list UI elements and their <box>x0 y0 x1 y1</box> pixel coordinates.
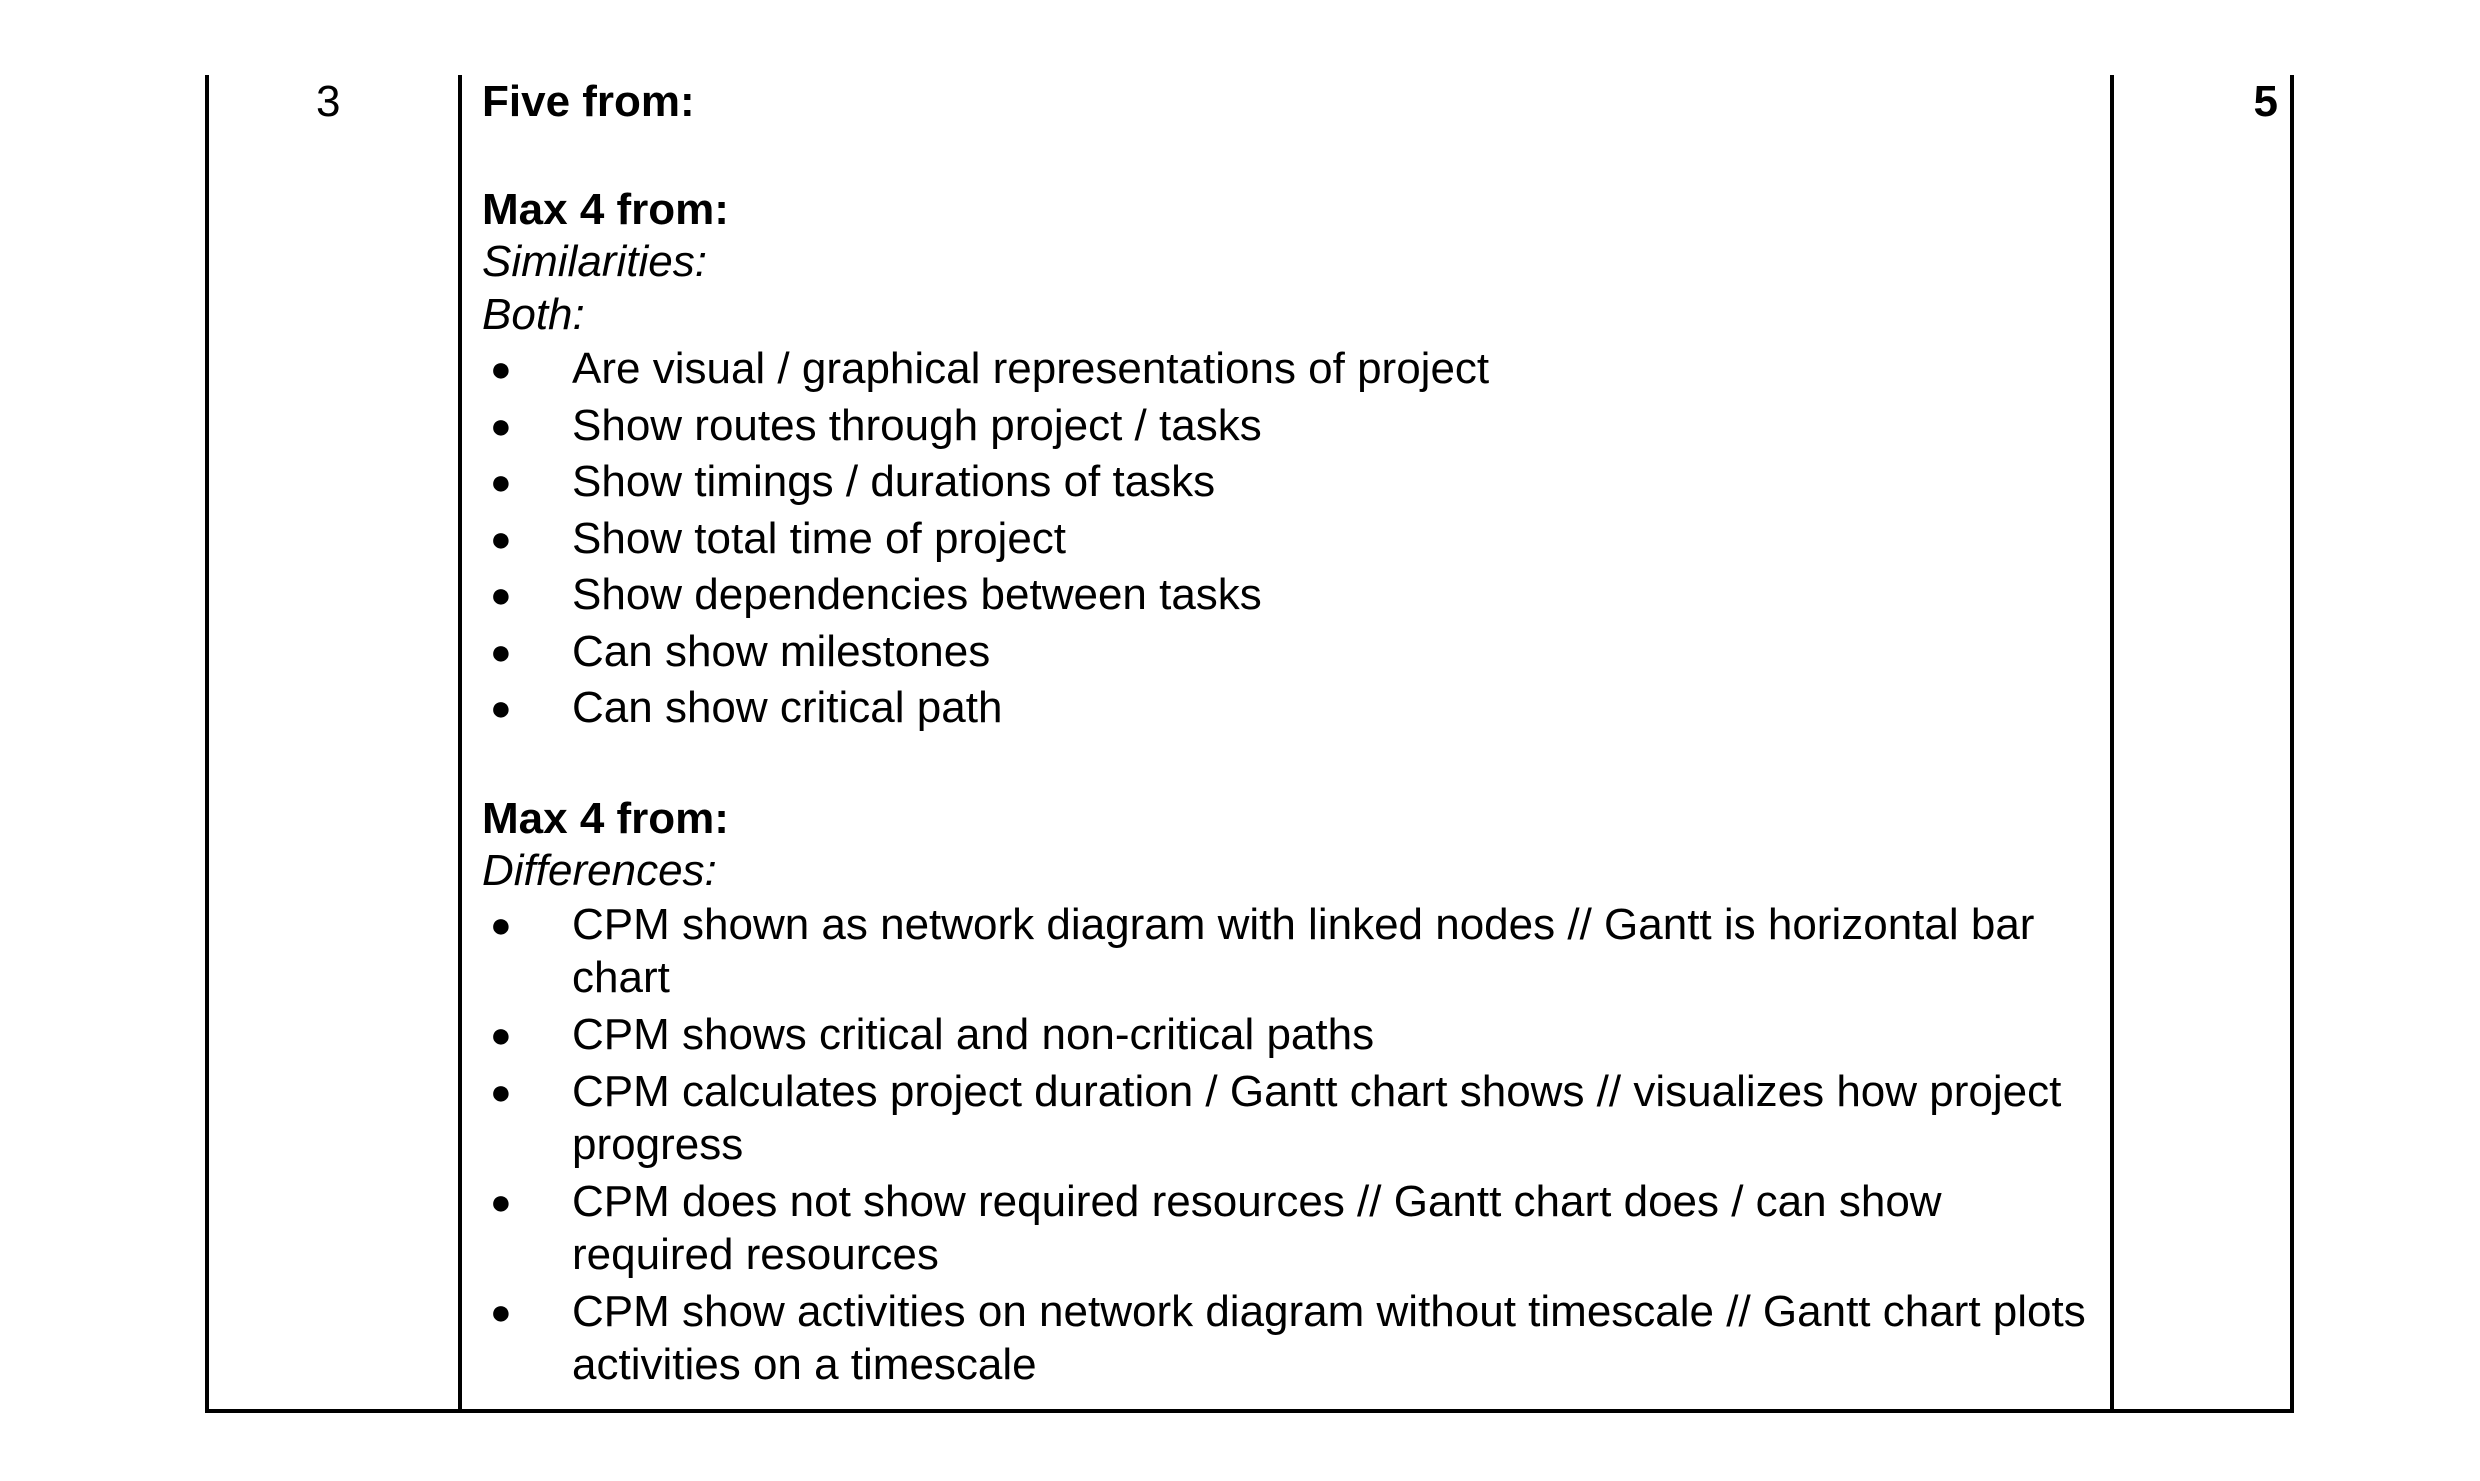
similarities-lead: Both: <box>482 290 585 339</box>
bullet-icon: ● <box>490 903 512 945</box>
bullet-icon: ● <box>490 687 512 728</box>
list-item: ● CPM show activities on network diagram without timescale // Gantt chart plots activities on a timescale <box>490 1286 2086 1389</box>
answer-cell <box>482 76 2092 1395</box>
bullet-icon: ● <box>490 1013 512 1055</box>
list-item: ● Show routes through project / tasks <box>490 400 1262 450</box>
bullet-icon: ● <box>490 404 512 446</box>
table-border-col1 <box>458 75 462 1413</box>
bullet-icon: ● <box>490 1070 512 1112</box>
list-item: ● Show total time of project <box>490 513 1067 563</box>
table-border-left <box>205 75 209 1413</box>
table-border-col2 <box>2110 75 2114 1413</box>
similarities-list <box>482 342 2092 738</box>
intro-heading: Five from: <box>482 77 695 126</box>
similarities-max-label: Max 4 from: <box>482 185 729 234</box>
list-item: ● Can show critical path <box>490 683 1003 732</box>
bullet-icon: ● <box>490 517 512 559</box>
list-item: ● CPM does not show required resources // Gantt chart does / can show required resources <box>490 1176 1942 1279</box>
similarities-title: Similarities: <box>482 237 707 286</box>
list-item: ● CPM shown as network diagram with linked nodes // Gantt is horizontal bar chart <box>490 899 2035 1002</box>
bullet-icon: ● <box>490 461 512 502</box>
list-item: ● CPM shows critical and non-critical paths <box>490 1009 1375 1059</box>
bullet-icon: ● <box>490 574 512 615</box>
table-border-bottom <box>205 1409 2294 1413</box>
bullet-icon: ● <box>490 348 512 389</box>
bullet-icon: ● <box>490 1290 512 1332</box>
list-item: ● CPM calculates project duration / Gantt chart shows // visualizes how project progress <box>490 1066 2062 1169</box>
table-border-right <box>2290 75 2294 1413</box>
list-item: ● Show dependencies between tasks <box>490 570 1262 619</box>
question-number: 3 <box>316 77 341 126</box>
list-item: ● Can show milestones <box>490 626 991 676</box>
marks-value: 5 <box>2253 77 2278 126</box>
differences-title: Differences: <box>482 845 717 895</box>
list-item: ● Are visual / graphical representations of project <box>490 344 1490 393</box>
differences-list <box>482 898 2092 1391</box>
differences-max-label: Max 4 from: <box>482 793 729 843</box>
list-item: ● Show timings / durations of tasks <box>490 457 1216 506</box>
bullet-icon: ● <box>490 1180 512 1222</box>
bullet-icon: ● <box>490 630 512 672</box>
